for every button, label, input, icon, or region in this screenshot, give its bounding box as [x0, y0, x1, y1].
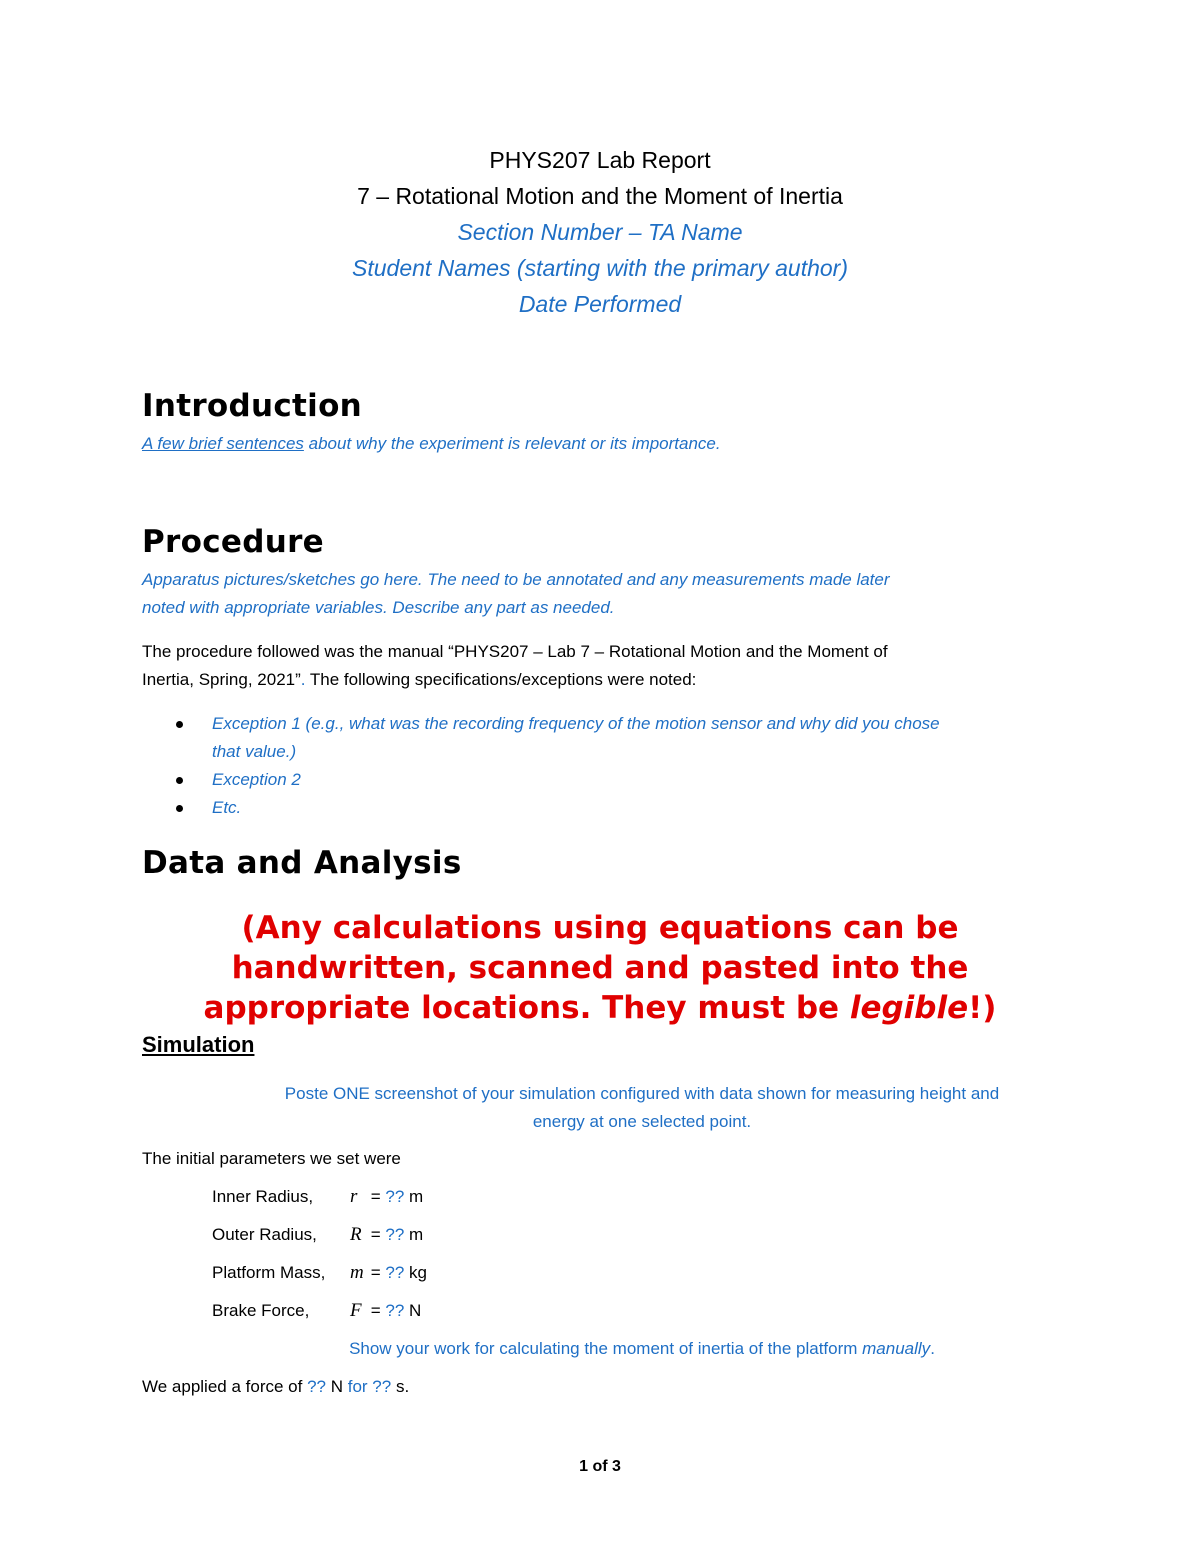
param-label: Inner Radius, [212, 1187, 314, 1206]
params-intro: The initial parameters we set were [142, 1149, 401, 1168]
param-outer-radius [212, 1221, 423, 1249]
procedure-body [142, 638, 1062, 694]
param-value: ?? [385, 1225, 405, 1244]
list-item [170, 766, 1070, 794]
work-note-text: Show your work for calculating the moment of inertia of the platform [349, 1339, 863, 1358]
bullet-icon [176, 805, 183, 812]
screenshot-note-line2: energy at one selected point. [532, 1112, 752, 1131]
param-unit: m [404, 1187, 424, 1206]
apparatus-note [142, 566, 1062, 622]
page-number: 1 of 3 [579, 1458, 621, 1475]
introduction-note-underlined: A few brief sentences [142, 434, 304, 453]
procedure-body-line2 [142, 666, 1062, 694]
exception-1-text: Exception 1 (e.g., what was the recording frequency of the motion sensor and why did you chose [212, 714, 940, 733]
applied-force-sentence [142, 1373, 1062, 1401]
procedure-body-line1: The procedure followed was the manual “PHYS207 – Lab 7 – Rotational Motion and the Moment of [142, 642, 888, 661]
manual-title-end: Inertia, Spring, 2021” [142, 670, 301, 689]
specifications-lead: The following specifications/exceptions were noted: [305, 670, 697, 689]
exceptions-list [170, 710, 1070, 822]
param-unit: kg [404, 1263, 427, 1282]
student-names-placeholder: Student Names (starting with the primary author) [352, 255, 848, 281]
exception-1-text-cont: that value.) [212, 742, 297, 761]
report-header [0, 142, 1200, 322]
param-platform-mass [212, 1259, 427, 1287]
param-eq: = [366, 1225, 386, 1244]
param-unit: N [404, 1301, 422, 1320]
list-item [170, 794, 1070, 822]
param-label: Platform Mass, [212, 1263, 326, 1282]
param-var: r [350, 1186, 358, 1207]
calculations-notice-line1: (Any calculations using equations can be [241, 910, 959, 946]
param-inner-radius [212, 1183, 423, 1211]
introduction-note [142, 430, 1062, 458]
param-var: R [350, 1224, 362, 1245]
work-note-manually: manually [862, 1339, 931, 1358]
exception-etc-text: Etc. [212, 798, 242, 817]
param-eq: = [366, 1263, 386, 1282]
apparatus-note-line1: Apparatus pictures/sketches go here. The need to be annotated and any measurements made later [142, 570, 890, 589]
duration-unit: s. [391, 1377, 410, 1396]
legible-word: legible [849, 990, 969, 1026]
force-unit: N [325, 1377, 348, 1396]
data-analysis-heading: Data and Analysis [142, 845, 462, 881]
param-label: Brake Force, [212, 1301, 310, 1320]
introduction-heading: Introduction [142, 388, 363, 424]
force-value: ?? [307, 1377, 326, 1396]
list-item [170, 710, 1070, 738]
bullet-icon [176, 721, 183, 728]
bullet-icon [176, 777, 183, 784]
force-for-word: for [347, 1377, 368, 1396]
param-var: m [350, 1262, 364, 1283]
exception-2-text: Exception 2 [212, 770, 301, 789]
screenshot-note-line1: Poste ONE screenshot of your simulation configured with data shown for measuring height and [284, 1084, 1000, 1103]
calculations-notice-line3-a: appropriate locations. They must be [203, 990, 850, 1026]
calculations-notice-line2: handwritten, scanned and pasted into the [231, 950, 969, 986]
param-eq: = [366, 1187, 386, 1206]
simulation-heading: Simulation [142, 1032, 255, 1057]
calculations-notice [0, 908, 1200, 1028]
work-note [142, 1335, 1142, 1363]
param-var: F [350, 1300, 362, 1321]
list-item-continuation [170, 738, 1070, 766]
param-unit: m [404, 1225, 424, 1244]
param-label: Outer Radius, [212, 1225, 317, 1244]
param-value: ?? [385, 1187, 405, 1206]
calculations-notice-line3 [0, 988, 1200, 1028]
lab-title: 7 – Rotational Motion and the Moment of Inertia [357, 183, 843, 209]
param-value: ?? [385, 1301, 405, 1320]
procedure-heading: Procedure [142, 524, 324, 560]
section-ta-placeholder: Section Number – TA Name [457, 219, 743, 245]
introduction-note-rest: about why the experiment is relevant or its importance. [303, 434, 721, 453]
date-placeholder: Date Performed [518, 291, 682, 317]
manual-title-dot: . [300, 670, 306, 689]
calculations-notice-line3-b: !) [968, 990, 997, 1026]
param-value: ?? [385, 1263, 405, 1282]
report-title: PHYS207 Lab Report [489, 147, 711, 173]
work-note-end: . [930, 1339, 935, 1358]
screenshot-note [142, 1080, 1142, 1136]
apparatus-note-line2: noted with appropriate variables. Describe any part as needed. [142, 598, 615, 617]
duration-value: ?? [372, 1377, 392, 1396]
force-text-a: We applied a force of [142, 1377, 308, 1396]
param-eq: = [366, 1301, 386, 1320]
param-brake-force [212, 1297, 421, 1325]
